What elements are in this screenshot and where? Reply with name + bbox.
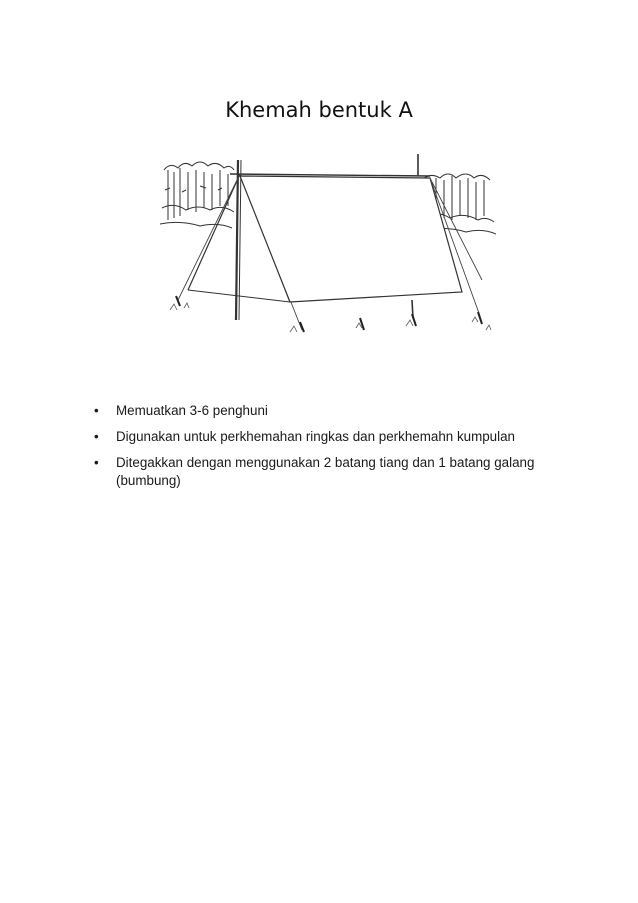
left-trees [160,162,234,228]
list-item [94,454,564,490]
list-item [94,428,564,446]
figure-title: Khemah bentuk A [225,98,413,122]
bullet-marker: • [94,429,99,444]
a-frame-tent-illustration [160,150,496,338]
ground-tufts [170,303,491,332]
bullet-marker: • [94,455,99,470]
tent-pegs [176,296,482,332]
list-item-text: Digunakan untuk perkhemahan ringkas dan perkhemahn kumpulan [116,429,515,444]
list-item-text: Memuatkan 3-6 penghuni [116,403,268,418]
list-item-text: Ditegakkan dengan menggunakan 2 batang tiang dan 1 batang galang (bumbung) [116,455,535,488]
bullet-marker: • [94,403,99,418]
bullet-list [94,402,564,498]
list-item [94,402,564,420]
